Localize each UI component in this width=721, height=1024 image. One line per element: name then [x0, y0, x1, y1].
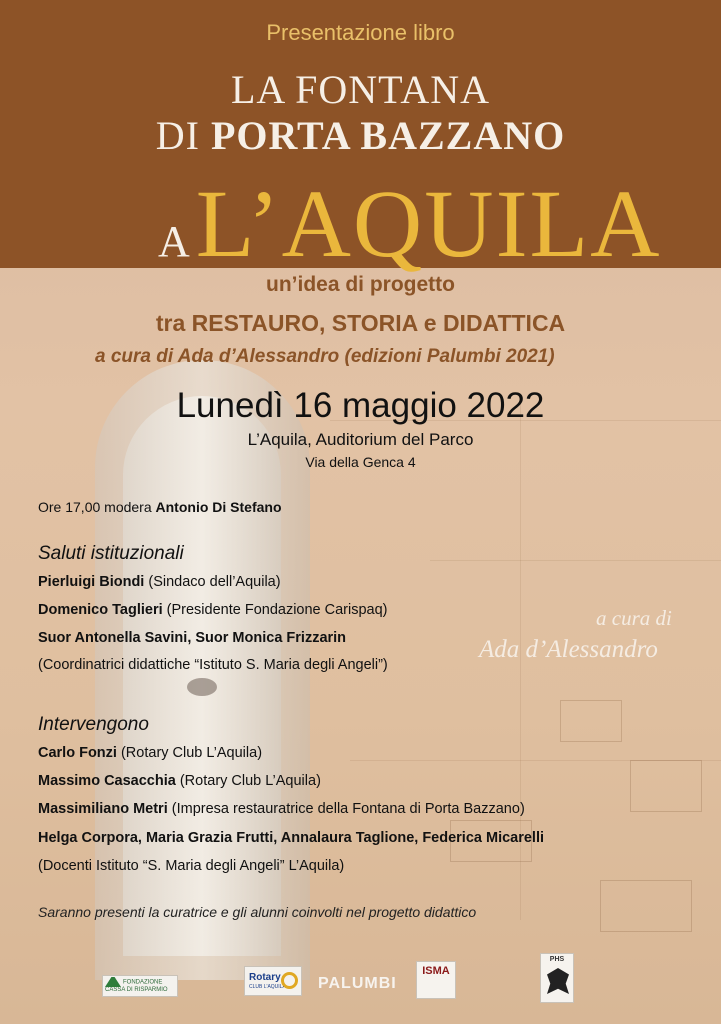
title-city: L’AQUILA	[195, 170, 662, 277]
fondazione-logo-text: FONDAZIONE CASSA DI RISPARMIO	[105, 979, 168, 993]
speaker-name: Carlo Fonzi	[38, 745, 117, 761]
intervengono-heading: Intervengono	[38, 714, 149, 735]
isma-logo	[416, 961, 456, 999]
speaker	[38, 745, 262, 761]
speaker	[38, 830, 544, 846]
rotary-club-text: CLUB L'AQUILA	[249, 984, 286, 990]
title-line-2	[0, 112, 721, 159]
saluti-person	[38, 630, 346, 646]
person-name: Suor Antonella Savini, Suor Monica Frizzarin	[38, 630, 347, 646]
speaker-role: (Rotary Club L’Aquila)	[116, 745, 263, 761]
rotary-logo-text: Rotary	[249, 972, 281, 983]
speaker-name: Helga Corpora, Maria Grazia Frutti, Annalaura Taglione, Federica Micarelli	[38, 830, 545, 846]
speaker-name: Massimiliano Metri	[38, 801, 168, 817]
saluti-person	[38, 574, 281, 590]
person-name: Pierluigi Biondi	[38, 574, 145, 590]
title-a: A	[158, 217, 190, 266]
event-time	[38, 499, 282, 515]
title-line-2-prefix: DI	[155, 113, 211, 158]
isma-logo-text: ISMA	[422, 965, 450, 977]
rotary-logo	[244, 966, 302, 996]
event-date: Lunedì 16 maggio 2022	[176, 386, 545, 425]
side-signature-line1: a cura di	[596, 606, 672, 630]
speaker-role: (Rotary Club L’Aquila)	[175, 773, 321, 789]
coat-of-arms-text: PHS	[549, 956, 565, 963]
map-building	[600, 880, 692, 932]
subtitle-idea: un’idea di progetto	[266, 273, 455, 296]
person-role: (Presidente Fondazione Carispaq)	[162, 602, 388, 618]
footer-note: Saranno presenti la curatrice e gli alunni coinvolti nel progetto didattico	[38, 904, 477, 920]
speaker	[38, 801, 525, 817]
speaker-role: (Impresa restauratrice della Fontana di Porta Bazzano)	[167, 801, 525, 817]
event-time-text: Ore 17,00 modera	[38, 499, 156, 515]
saluti-heading: Saluti istituzionali	[38, 543, 184, 564]
fountain-spout	[187, 678, 217, 696]
palumbi-logo: PALUMBI	[318, 975, 397, 992]
title-line-3	[158, 168, 662, 279]
fondazione-mark-icon	[105, 977, 121, 987]
person-role: (Sindaco dell’Aquila)	[144, 574, 281, 590]
person-name: Domenico Taglieri	[38, 602, 163, 618]
map-building	[630, 760, 702, 812]
side-signature-line2: Ada d’Alessandro	[479, 636, 658, 663]
subtitle-themes: tra RESTAURO, STORIA e DIDATTICA	[155, 310, 566, 336]
intervengono-note: (Docenti Istituto “S. Maria degli Angeli” L’Aquila)	[38, 858, 345, 874]
rotary-wheel-icon	[281, 972, 298, 989]
event-venue: L’Aquila, Auditorium del Parco	[247, 430, 474, 449]
saluti-note: (Coordinatrici didattiche “Istituto S. Maria degli Angeli”)	[38, 657, 388, 673]
title-line-2-bold: PORTA BAZZANO	[210, 113, 566, 158]
map-building	[560, 700, 622, 742]
fondazione-logo	[102, 975, 178, 997]
speaker	[38, 773, 321, 789]
moderator: Antonio Di Stefano	[155, 499, 282, 515]
subtitle-curator: a cura di Ada d’Alessandro (edizioni Palumbi 2021)	[95, 346, 555, 367]
eyebrow: Presentazione libro	[266, 20, 455, 45]
title-line-1: LA FONTANA	[230, 67, 491, 112]
coat-of-arms-logo	[540, 953, 574, 1003]
speaker-name: Massimo Casacchia	[38, 773, 176, 789]
eagle-icon	[547, 968, 569, 994]
event-street: Via della Genca 4	[305, 454, 416, 470]
map-line	[430, 560, 721, 561]
saluti-person	[38, 602, 388, 618]
